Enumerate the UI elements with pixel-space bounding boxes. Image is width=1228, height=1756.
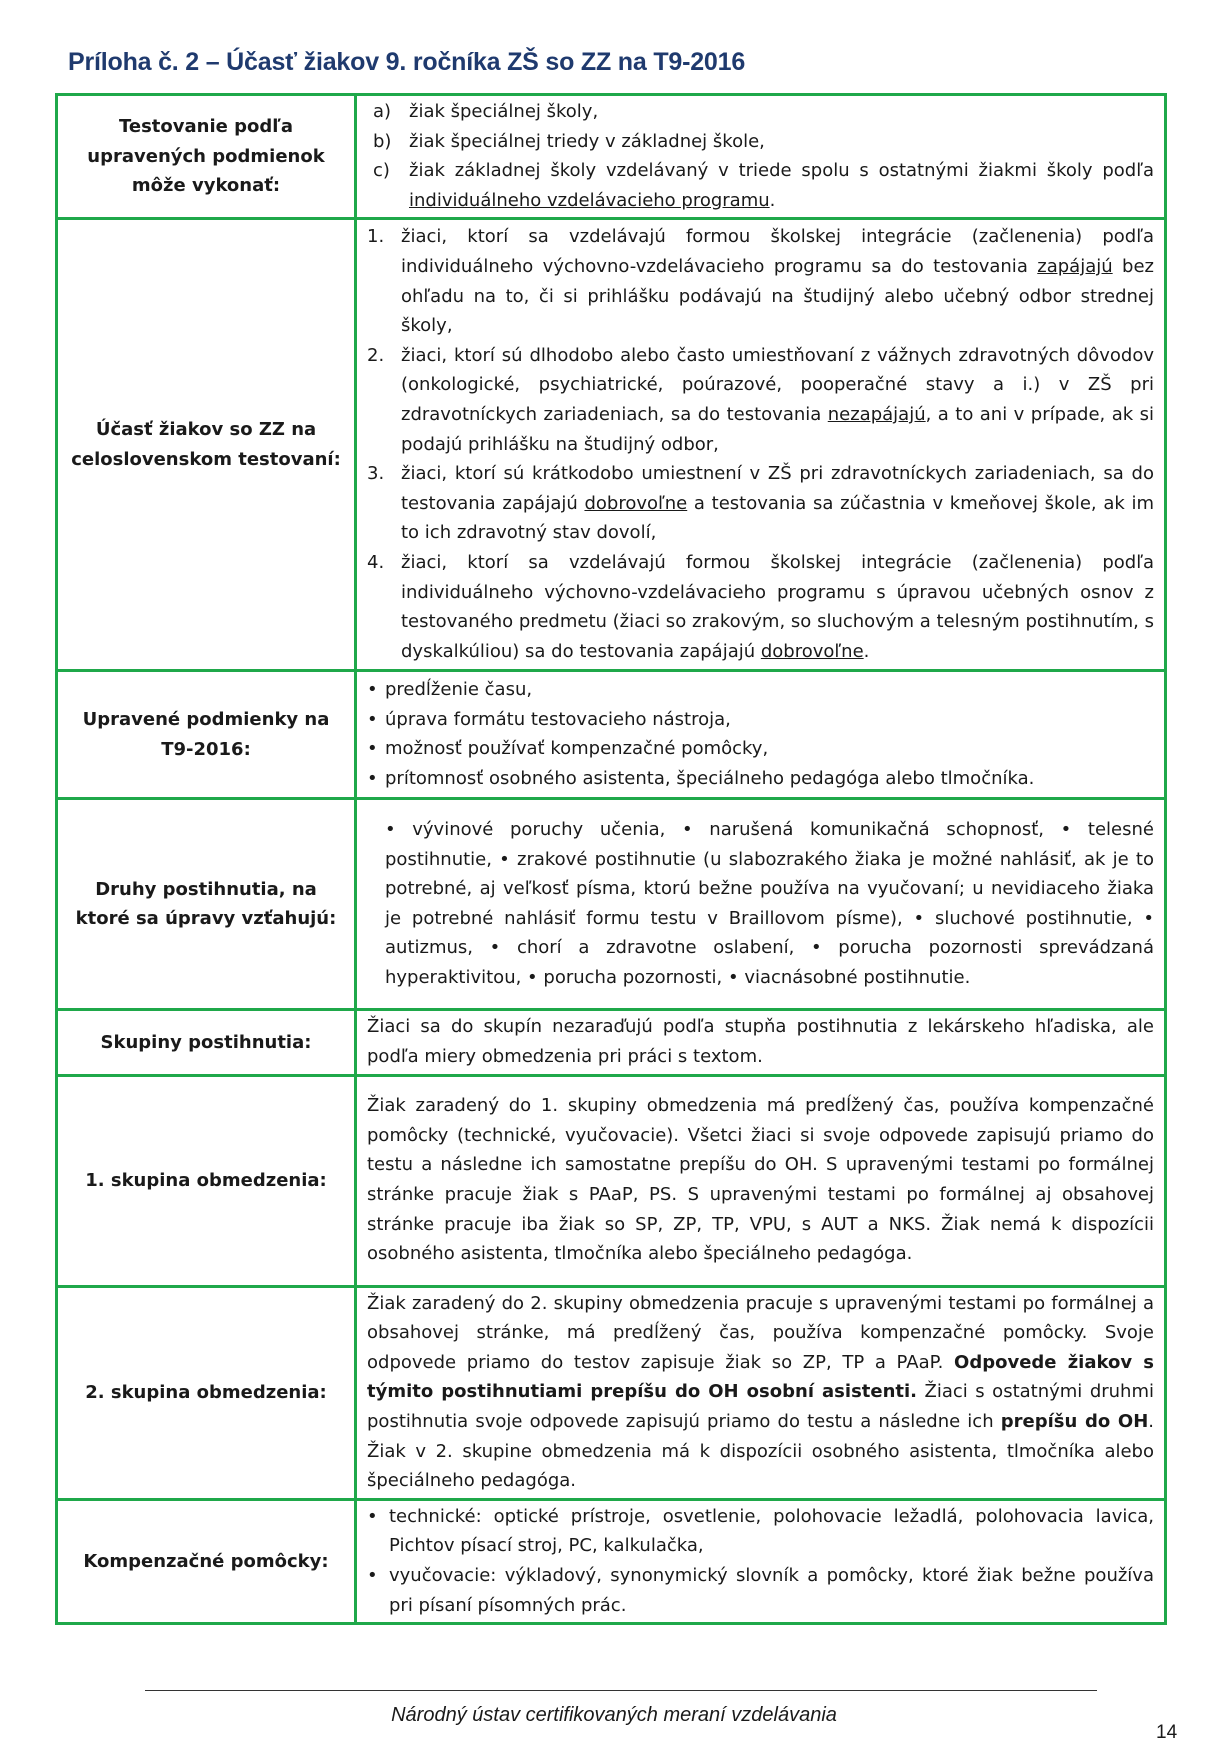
list-item: [367, 127, 1154, 157]
item-text: žiaci, ktorí sú dlhodobo alebo často umiestňovaní z vážnych zdravotných dôvodov (onkologické, psychiatrické, poúrazové, pooperačné stavy a i.) v ZŠ pri zdravotníckych zariadeniach, sa do testovania: [401, 344, 1154, 425]
item-text: , a to ani v prípade, ak si podajú prihlášku na študijný odbor,: [401, 403, 1154, 455]
list-marker: 1.: [367, 226, 385, 248]
paragraph-text: Žiak zaradený do 2. skupiny obmedzenia pracuje s upravenými testami po formálnej a obsahovej stránke, má predĺžený čas, používa kompenzačné pomôcky. Svoje odpovede priamo do testov zapisuje žiak so ZP, TP a PAaP.: [367, 1292, 1154, 1373]
list-marker: a): [373, 101, 392, 122]
list-item: [367, 764, 1154, 794]
bold-text: prepíšu do OH: [1000, 1410, 1149, 1432]
underlined-text: zapájajú: [1037, 256, 1113, 278]
list-item: [367, 1502, 1154, 1561]
list-marker: 2.: [367, 344, 385, 366]
item-text: bez ohľadu na to, či si prihlášku podávajú na študijný alebo učebný odbor strednej školy,: [401, 256, 1154, 337]
table-row: [57, 1499, 1166, 1623]
row-content: [356, 671, 1166, 799]
list-item: [367, 734, 1154, 764]
row-label: Druhy postihnutia, na ktoré sa úpravy vzťahujú:: [57, 799, 356, 1010]
row-label: Upravené podmienky na T9-2016:: [57, 671, 356, 799]
underlined-text: dobrovoľne: [584, 492, 688, 514]
list-item: [367, 222, 1154, 340]
list-item: [367, 341, 1154, 459]
paragraph-text: . Žiak v 2. skupine obmedzenia má k dispozícii osobného asistenta, tlmočníka alebo špeciálneho pedagóga.: [367, 1410, 1154, 1492]
numbered-list: [367, 222, 1154, 666]
underlined-text: nezapájajú: [827, 403, 926, 425]
list-marker: 3.: [367, 463, 385, 485]
bullet-icon: •: [367, 1505, 378, 1527]
table-row: [57, 1075, 1166, 1286]
paragraph: Žiaci sa do skupín nezaraďujú podľa stupňa postihnutia z lekárskeho hľadiska, ale podľa miery obmedzenia pri práci s textom.: [367, 1016, 1154, 1067]
underlined-text: dobrovoľne: [760, 640, 864, 662]
row-label: 2. skupina obmedzenia:: [57, 1286, 356, 1499]
item-text: žiaci, ktorí sú krátkodobo umiestnení v ZŠ pri zdravotníckych zariadeniach, sa do testovania zapájajú: [401, 463, 1154, 514]
row-label: Testovanie podľa upravených podmienok môže vykonať:: [57, 95, 356, 219]
bullet-icon: •: [367, 767, 378, 789]
item-text: .: [769, 189, 776, 211]
table-row: [57, 219, 1166, 671]
row-label: Kompenzačné pomôcky:: [57, 1499, 356, 1623]
item-text: technické: optické prístroje, osvetlenie, polohovacie ležadlá, polohovacia lavica, Pichtov písací stroj, PC, kalkulačka,: [389, 1505, 1154, 1557]
item-text: .: [863, 640, 870, 662]
row-content: [356, 1499, 1166, 1623]
bullet-icon: •: [367, 738, 378, 760]
paragraph: Žiak zaradený do 1. skupiny obmedzenia má predĺžený čas, používa kompenzačné pomôcky (technické, vyučovacie). Všetci žiaci si svoje odpovede zapisujú priamo do testu a následne ich samostatne prepíšu do OH. S upravenými testami po formálnej stránke pracuje žiak s PAaP, PS. S upravenými testami po formálnej aj obsahovej stránke pracuje iba žiak so SP, ZP, TP, VPU, s AUT a NKS. Žiak nemá k dispozícii osobného asistenta, tlmočníka alebo špeciálneho pedagóga.: [367, 1095, 1154, 1265]
table-row: [57, 799, 1166, 1010]
item-text: vyučovacie: výkladový, synonymický slovník a pomôcky, ktoré žiak bežne používa pri písaní písomných prác.: [389, 1564, 1154, 1616]
list-item: [367, 1561, 1154, 1620]
item-text: prítomnosť osobného asistenta, špeciálneho pedagóga alebo tlmočníka.: [385, 767, 1035, 789]
list-marker: b): [373, 130, 392, 152]
item-text: úprava formátu testovacieho nástroja,: [385, 708, 731, 730]
bullet-icon: •: [367, 1564, 378, 1586]
bullet-icon: •: [367, 679, 378, 701]
list-item: [367, 97, 1154, 127]
item-text: žiak špeciálnej školy,: [409, 101, 599, 122]
list-item: [367, 705, 1154, 735]
item-text: možnosť používať kompenzačné pomôcky,: [385, 738, 769, 760]
alpha-list: [367, 97, 1154, 215]
paragraph-text: Žiaci s ostatnými druhmi postihnutia svoje odpovede zapisujú priamo do testu a následne ich: [367, 1381, 1154, 1432]
page-title: Príloha č. 2 – Účasť žiakov 9. ročníka ZŠ so ZZ na T9-2016: [68, 48, 746, 76]
list-item: [367, 156, 1154, 215]
paragraph: • vývinové poruchy učenia, • narušená komunikačná schopnosť, • telesné postihnutie, • zrakové postihnutie (u slabozrakého žiaka je možné nahlásiť, ak je to potrebné, aj veľkosť písma, ktorú bežne používa na vyučovaní; u nevidiaceho žiaka je potrebné nahlásiť formu testu v Braillovom písme), • sluchové postihnutie, • autizmus, • chorí a zdravotne oslabení, • porucha pozornosti sprevádzaná hyperaktivitou, • porucha pozornosti, • viacnásobné postihnutie.: [385, 819, 1154, 989]
table-row: [57, 95, 1166, 219]
footer-text: Národný ústav certifikovaných meraní vzdelávania: [391, 1704, 837, 1726]
row-content: [356, 219, 1166, 671]
bullet-icon: •: [367, 708, 378, 730]
info-table: [55, 93, 1167, 1625]
footer-divider: [145, 1690, 1097, 1691]
row-content: [356, 95, 1166, 219]
underlined-text: individuálneho vzdelávacieho programu: [409, 189, 770, 211]
row-label: Skupiny postihnutia:: [57, 1010, 356, 1075]
paragraph: [367, 1289, 1154, 1496]
bullet-list: [367, 1502, 1154, 1620]
item-text: a testovania sa zúčastnia v kmeňovej škole, ak im to ich zdravotný stav dovolí,: [401, 492, 1154, 544]
table-row: [57, 1286, 1166, 1499]
list-item: [367, 675, 1154, 705]
item-text: žiaci, ktorí sa vzdelávajú formou školskej integrácie (začlenenia) podľa individuálneho výchovno-vzdelávacieho programu s úpravou učebných osnov z testovaného predmetu (žiaci so zrakovým, so sluchovým a telesným postihnutím, s dyskalkúliou) sa do testovania zapájajú: [401, 551, 1154, 662]
bold-text: Odpovede žiakov s týmito postihnutiami prepíšu do OH osobní asistenti.: [367, 1351, 1154, 1403]
bullet-list: [367, 675, 1154, 793]
list-item: [367, 459, 1154, 548]
row-content: [356, 1010, 1166, 1075]
item-text: žiak základnej školy vzdelávaný v triede spolu s ostatnými žiakmi školy podľa: [409, 160, 1154, 182]
row-content: [356, 1286, 1166, 1499]
row-label: Účasť žiakov so ZZ na celoslovenskom testovaní:: [57, 219, 356, 671]
row-content: [356, 1075, 1166, 1286]
list-marker: c): [373, 160, 390, 182]
page-number: 14: [1156, 1722, 1178, 1743]
item-text: žiak špeciálnej triedy v základnej škole,: [409, 130, 765, 152]
list-item: [367, 548, 1154, 666]
item-text: predĺženie času,: [385, 679, 533, 701]
table-row: [57, 1010, 1166, 1075]
table-row: [57, 671, 1166, 799]
row-label: 1. skupina obmedzenia:: [57, 1075, 356, 1286]
item-text: žiaci, ktorí sa vzdelávajú formou školskej integrácie (začlenenia) podľa individuálneho výchovno-vzdelávacieho programu sa do testovania: [401, 226, 1154, 278]
row-content: [356, 799, 1166, 1010]
list-marker: 4.: [367, 551, 385, 573]
